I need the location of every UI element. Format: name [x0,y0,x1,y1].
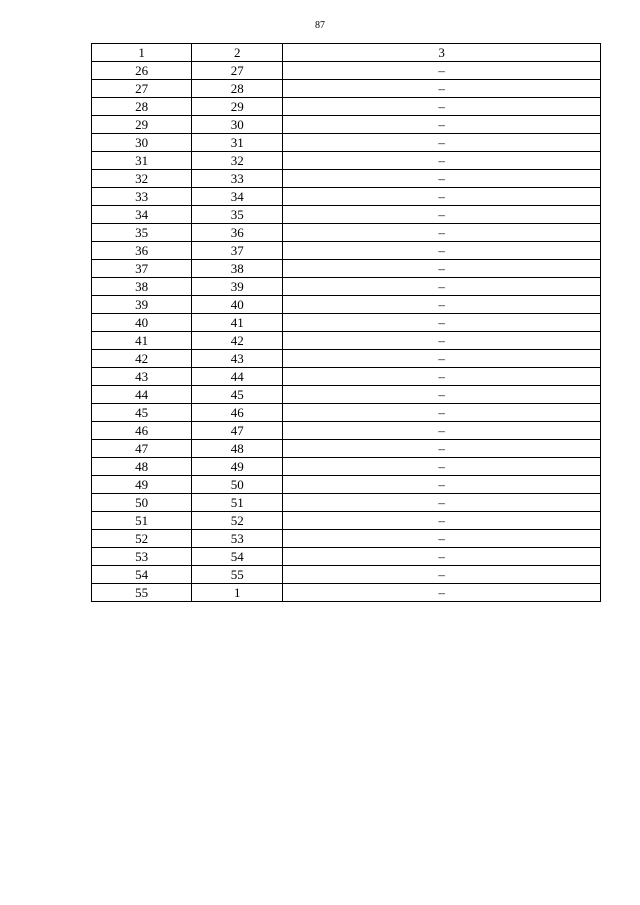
table-cell-col-1: 27 [92,80,192,98]
table-row [92,458,601,476]
table-row [92,242,601,260]
table-cell-col-3: – [283,62,601,80]
table-cell-col-2: 29 [192,98,283,116]
table-cell-col-3: – [283,530,601,548]
table-cell-col-3: – [283,458,601,476]
table-row [92,260,601,278]
table-cell-col-3: – [283,332,601,350]
table-cell-col-3: – [283,368,601,386]
table-cell-col-2: 1 [192,584,283,602]
table-cell-col-1: 46 [92,422,192,440]
table-cell-col-1: 41 [92,332,192,350]
table-cell-col-1: 50 [92,494,192,512]
table-cell-col-1: 43 [92,368,192,386]
table-row [92,206,601,224]
table-cell-col-2: 49 [192,458,283,476]
table-body [92,44,601,602]
table-row [92,422,601,440]
table-cell-col-3: – [283,494,601,512]
table-cell-col-1: 53 [92,548,192,566]
table-cell-col-3: – [283,152,601,170]
table-cell-col-3: – [283,170,601,188]
table-cell-col-3: – [283,98,601,116]
table-row [92,440,601,458]
table-cell-col-2: 51 [192,494,283,512]
table-cell-col-2: 30 [192,116,283,134]
table-cell-col-1: 52 [92,530,192,548]
table-cell-col-3: – [283,584,601,602]
table-cell-col-2: 35 [192,206,283,224]
table-row [92,224,601,242]
table-row [92,350,601,368]
table-cell-col-3: – [283,188,601,206]
table-cell-col-1: 45 [92,404,192,422]
table-row [92,476,601,494]
table-row [92,62,601,80]
table-row [92,548,601,566]
table-cell-col-1: 32 [92,170,192,188]
table-row [92,296,601,314]
table-cell-col-1: 33 [92,188,192,206]
table-row [92,584,601,602]
table-cell-col-2: 46 [192,404,283,422]
table-cell-col-2: 38 [192,260,283,278]
table-cell-col-2: 40 [192,296,283,314]
table-row [92,80,601,98]
table-cell-col-2: 47 [192,422,283,440]
table-cell-col-1: 37 [92,260,192,278]
table-cell-col-2: 54 [192,548,283,566]
header-cell-col-3: 3 [283,44,601,62]
table-cell-col-1: 39 [92,296,192,314]
table-cell-col-3: – [283,404,601,422]
table-cell-col-3: – [283,242,601,260]
table-cell-col-2: 44 [192,368,283,386]
table-cell-col-1: 28 [92,98,192,116]
table-cell-col-1: 44 [92,386,192,404]
table-cell-col-3: – [283,422,601,440]
table-row [92,332,601,350]
table-cell-col-2: 42 [192,332,283,350]
table-cell-col-3: – [283,350,601,368]
table-cell-col-1: 36 [92,242,192,260]
table-cell-col-3: – [283,440,601,458]
page-number: 87 [315,20,325,31]
table-cell-col-2: 52 [192,512,283,530]
table-cell-col-3: – [283,80,601,98]
table-cell-col-3: – [283,476,601,494]
table-cell-col-2: 48 [192,440,283,458]
table-cell-col-2: 55 [192,566,283,584]
table-cell-col-1: 30 [92,134,192,152]
table-cell-col-3: – [283,548,601,566]
table-cell-col-2: 37 [192,242,283,260]
table-cell-col-1: 29 [92,116,192,134]
table-header-row [92,44,601,62]
table-cell-col-1: 40 [92,314,192,332]
table-cell-col-3: – [283,512,601,530]
table-cell-col-2: 31 [192,134,283,152]
table-cell-col-2: 28 [192,80,283,98]
table-cell-col-3: – [283,314,601,332]
table-cell-col-1: 47 [92,440,192,458]
table-row [92,494,601,512]
table-row [92,116,601,134]
table-cell-col-1: 42 [92,350,192,368]
table-cell-col-2: 53 [192,530,283,548]
table-cell-col-1: 55 [92,584,192,602]
table-row [92,566,601,584]
table-cell-col-2: 41 [192,314,283,332]
data-table [91,43,601,602]
table-cell-col-2: 43 [192,350,283,368]
table-cell-col-1: 38 [92,278,192,296]
table-cell-col-3: – [283,134,601,152]
table-row [92,134,601,152]
table-cell-col-3: – [283,260,601,278]
table-cell-col-2: 45 [192,386,283,404]
table-row [92,170,601,188]
header-cell-col-2: 2 [192,44,283,62]
table-cell-col-1: 34 [92,206,192,224]
table-cell-col-1: 26 [92,62,192,80]
table-cell-col-3: – [283,296,601,314]
table-cell-col-3: – [283,386,601,404]
table-cell-col-2: 50 [192,476,283,494]
table-cell-col-1: 51 [92,512,192,530]
table-cell-col-3: – [283,278,601,296]
table-cell-col-1: 49 [92,476,192,494]
table-row [92,188,601,206]
table-row [92,512,601,530]
table-cell-col-2: 39 [192,278,283,296]
table-row [92,386,601,404]
table-row [92,404,601,422]
header-cell-col-1: 1 [92,44,192,62]
table-row [92,278,601,296]
table-cell-col-1: 35 [92,224,192,242]
table-cell-col-1: 31 [92,152,192,170]
table-cell-col-2: 36 [192,224,283,242]
table-row [92,368,601,386]
table-cell-col-2: 33 [192,170,283,188]
table-cell-col-3: – [283,206,601,224]
table-cell-col-3: – [283,566,601,584]
table-cell-col-2: 32 [192,152,283,170]
table-cell-col-3: – [283,116,601,134]
table-row [92,98,601,116]
table-row [92,152,601,170]
table-cell-col-3: – [283,224,601,242]
table-cell-col-2: 34 [192,188,283,206]
table-cell-col-1: 54 [92,566,192,584]
table-row [92,530,601,548]
table-row [92,314,601,332]
table-cell-col-2: 27 [192,62,283,80]
table-cell-col-1: 48 [92,458,192,476]
